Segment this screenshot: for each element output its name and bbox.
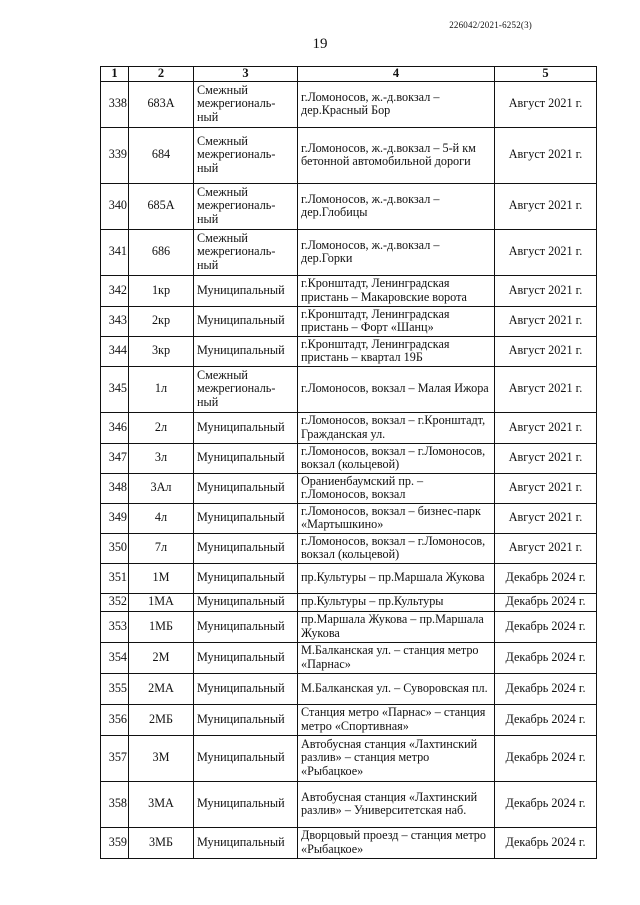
route-type: Муниципальный xyxy=(194,336,298,366)
row-number: 343 xyxy=(101,306,129,336)
table-row xyxy=(101,593,597,611)
table-row xyxy=(101,533,597,563)
route-path: М.Балканская ул. – станция метро «Парнас» xyxy=(298,642,495,673)
row-number: 356 xyxy=(101,704,129,735)
start-date: Декабрь 2024 г. xyxy=(495,611,597,642)
table-row xyxy=(101,563,597,593)
route-path: г.Кронштадт, Ленинградская пристань – Форт «Шанц» xyxy=(298,306,495,336)
row-number: 354 xyxy=(101,642,129,673)
row-number: 340 xyxy=(101,183,129,229)
row-number: 350 xyxy=(101,533,129,563)
route-type: Муниципальный xyxy=(194,412,298,443)
route-number: 3М xyxy=(129,735,194,781)
route-number: 3л xyxy=(129,443,194,473)
page-number: 19 xyxy=(312,36,328,52)
row-number: 355 xyxy=(101,673,129,704)
row-number: 348 xyxy=(101,473,129,503)
route-path: Станция метро «Парнас» – станция метро «Спортивная» xyxy=(298,704,495,735)
start-date: Август 2021 г. xyxy=(495,336,597,366)
route-number: 3кр xyxy=(129,336,194,366)
route-type: Муниципальный xyxy=(194,533,298,563)
route-type: Муниципальный xyxy=(194,673,298,704)
table-row xyxy=(101,336,597,366)
route-number: 1М xyxy=(129,563,194,593)
start-date: Декабрь 2024 г. xyxy=(495,735,597,781)
row-number: 339 xyxy=(101,127,129,183)
route-number: 2МА xyxy=(129,673,194,704)
route-path: г.Ломоносов, вокзал – г.Ломоносов, вокзал (кольцевой) xyxy=(298,533,495,563)
route-number: 2МБ xyxy=(129,704,194,735)
route-type: Муниципальный xyxy=(194,306,298,336)
route-number: 1МА xyxy=(129,593,194,611)
start-date: Август 2021 г. xyxy=(495,81,597,127)
route-type: Муниципальный xyxy=(194,704,298,735)
route-number: 7л xyxy=(129,533,194,563)
route-type: Муниципальный xyxy=(194,563,298,593)
start-date: Август 2021 г. xyxy=(495,366,597,412)
route-path: М.Балканская ул. – Суворовская пл. xyxy=(298,673,495,704)
route-path: г.Ломоносов, ж.-д.вокзал – дер.Красный Бор xyxy=(298,81,495,127)
route-type: Муниципальный xyxy=(194,735,298,781)
route-number: 1МБ xyxy=(129,611,194,642)
start-date: Август 2021 г. xyxy=(495,306,597,336)
route-type: Муниципальный xyxy=(194,473,298,503)
route-type: Муниципальный xyxy=(194,611,298,642)
route-type: Смежный межрегиональ-ный xyxy=(194,229,298,275)
route-path: г.Ломоносов, вокзал – Малая Ижора xyxy=(298,366,495,412)
route-type: Муниципальный xyxy=(194,443,298,473)
start-date: Декабрь 2024 г. xyxy=(495,593,597,611)
route-path: Дворцовый проезд – станция метро «Рыбацкое» xyxy=(298,827,495,858)
start-date: Август 2021 г. xyxy=(495,503,597,533)
route-type: Муниципальный xyxy=(194,827,298,858)
route-number: 3МА xyxy=(129,781,194,827)
route-path: пр.Культуры – пр.Культуры xyxy=(298,593,495,611)
route-path: г.Кронштадт, Ленинградская пристань – квартал 19Б xyxy=(298,336,495,366)
start-date: Август 2021 г. xyxy=(495,229,597,275)
route-path: г.Ломоносов, вокзал – г.Кронштадт, Гражданская ул. xyxy=(298,412,495,443)
row-number: 338 xyxy=(101,81,129,127)
row-number: 346 xyxy=(101,412,129,443)
table-row xyxy=(101,827,597,858)
route-path: Автобусная станция «Лахтинский разлив» – станция метро «Рыбацкое» xyxy=(298,735,495,781)
column-header-2: 2 xyxy=(129,67,194,82)
column-header-3: 3 xyxy=(194,67,298,82)
routes-table xyxy=(100,66,597,859)
row-number: 344 xyxy=(101,336,129,366)
route-path: г.Ломоносов, ж.-д.вокзал – дер.Глобицы xyxy=(298,183,495,229)
start-date: Декабрь 2024 г. xyxy=(495,781,597,827)
column-header-4: 4 xyxy=(298,67,495,82)
route-type: Муниципальный xyxy=(194,642,298,673)
table-row xyxy=(101,183,597,229)
start-date: Декабрь 2024 г. xyxy=(495,673,597,704)
start-date: Декабрь 2024 г. xyxy=(495,704,597,735)
start-date: Декабрь 2024 г. xyxy=(495,563,597,593)
start-date: Август 2021 г. xyxy=(495,275,597,306)
route-path: пр.Маршала Жукова – пр.Маршала Жукова xyxy=(298,611,495,642)
row-number: 353 xyxy=(101,611,129,642)
start-date: Август 2021 г. xyxy=(495,183,597,229)
route-number: 2л xyxy=(129,412,194,443)
route-path: г.Ломоносов, ж.-д.вокзал – 5-й км бетонной автомобильной дороги xyxy=(298,127,495,183)
route-number: 3МБ xyxy=(129,827,194,858)
table-row xyxy=(101,781,597,827)
row-number: 351 xyxy=(101,563,129,593)
route-path: г.Ломоносов, вокзал – г.Ломоносов, вокзал (кольцевой) xyxy=(298,443,495,473)
table-row xyxy=(101,642,597,673)
table-row xyxy=(101,473,597,503)
route-type: Смежный межрегиональ-ный xyxy=(194,183,298,229)
route-number: 684 xyxy=(129,127,194,183)
row-number: 357 xyxy=(101,735,129,781)
route-type: Смежный межрегиональ-ный xyxy=(194,81,298,127)
table-row xyxy=(101,412,597,443)
table-row xyxy=(101,81,597,127)
route-number: 686 xyxy=(129,229,194,275)
route-number: 2кр xyxy=(129,306,194,336)
table-row xyxy=(101,611,597,642)
route-type: Смежный межрегиональ-ный xyxy=(194,127,298,183)
start-date: Декабрь 2024 г. xyxy=(495,642,597,673)
route-type: Муниципальный xyxy=(194,781,298,827)
route-path: Ораниенбаумский пр. – г.Ломоносов, вокзал xyxy=(298,473,495,503)
route-number: 1кр xyxy=(129,275,194,306)
route-number: 4л xyxy=(129,503,194,533)
row-number: 347 xyxy=(101,443,129,473)
route-number: 685А xyxy=(129,183,194,229)
table-row xyxy=(101,704,597,735)
start-date: Август 2021 г. xyxy=(495,127,597,183)
row-number: 345 xyxy=(101,366,129,412)
table-row xyxy=(101,443,597,473)
route-path: г.Ломоносов, вокзал – бизнес-парк «Мартышкино» xyxy=(298,503,495,533)
table-row xyxy=(101,306,597,336)
route-path: Автобусная станция «Лахтинский разлив» – Университетская наб. xyxy=(298,781,495,827)
start-date: Август 2021 г. xyxy=(495,533,597,563)
row-number: 352 xyxy=(101,593,129,611)
table-header-row xyxy=(101,67,597,82)
column-header-5: 5 xyxy=(495,67,597,82)
start-date: Август 2021 г. xyxy=(495,412,597,443)
row-number: 342 xyxy=(101,275,129,306)
route-number: 3Ал xyxy=(129,473,194,503)
route-type: Смежный межрегиональ-ный xyxy=(194,366,298,412)
table-row xyxy=(101,229,597,275)
row-number: 359 xyxy=(101,827,129,858)
route-number: 683А xyxy=(129,81,194,127)
table-row xyxy=(101,503,597,533)
start-date: Август 2021 г. xyxy=(495,443,597,473)
table-row xyxy=(101,673,597,704)
table-body xyxy=(101,81,597,858)
document-number: 226042/2021-6252(3) xyxy=(449,20,532,30)
route-number: 1л xyxy=(129,366,194,412)
table-row xyxy=(101,275,597,306)
route-path: пр.Культуры – пр.Маршала Жукова xyxy=(298,563,495,593)
start-date: Декабрь 2024 г. xyxy=(495,827,597,858)
route-type: Муниципальный xyxy=(194,593,298,611)
table-row xyxy=(101,735,597,781)
route-path: г.Ломоносов, ж.-д.вокзал – дер.Горки xyxy=(298,229,495,275)
row-number: 341 xyxy=(101,229,129,275)
route-path: г.Кронштадт, Ленинградская пристань – Макаровские ворота xyxy=(298,275,495,306)
row-number: 349 xyxy=(101,503,129,533)
row-number: 358 xyxy=(101,781,129,827)
route-type: Муниципальный xyxy=(194,503,298,533)
column-header-1: 1 xyxy=(101,67,129,82)
table-row xyxy=(101,127,597,183)
start-date: Август 2021 г. xyxy=(495,473,597,503)
table-row xyxy=(101,366,597,412)
route-type: Муниципальный xyxy=(194,275,298,306)
route-number: 2М xyxy=(129,642,194,673)
